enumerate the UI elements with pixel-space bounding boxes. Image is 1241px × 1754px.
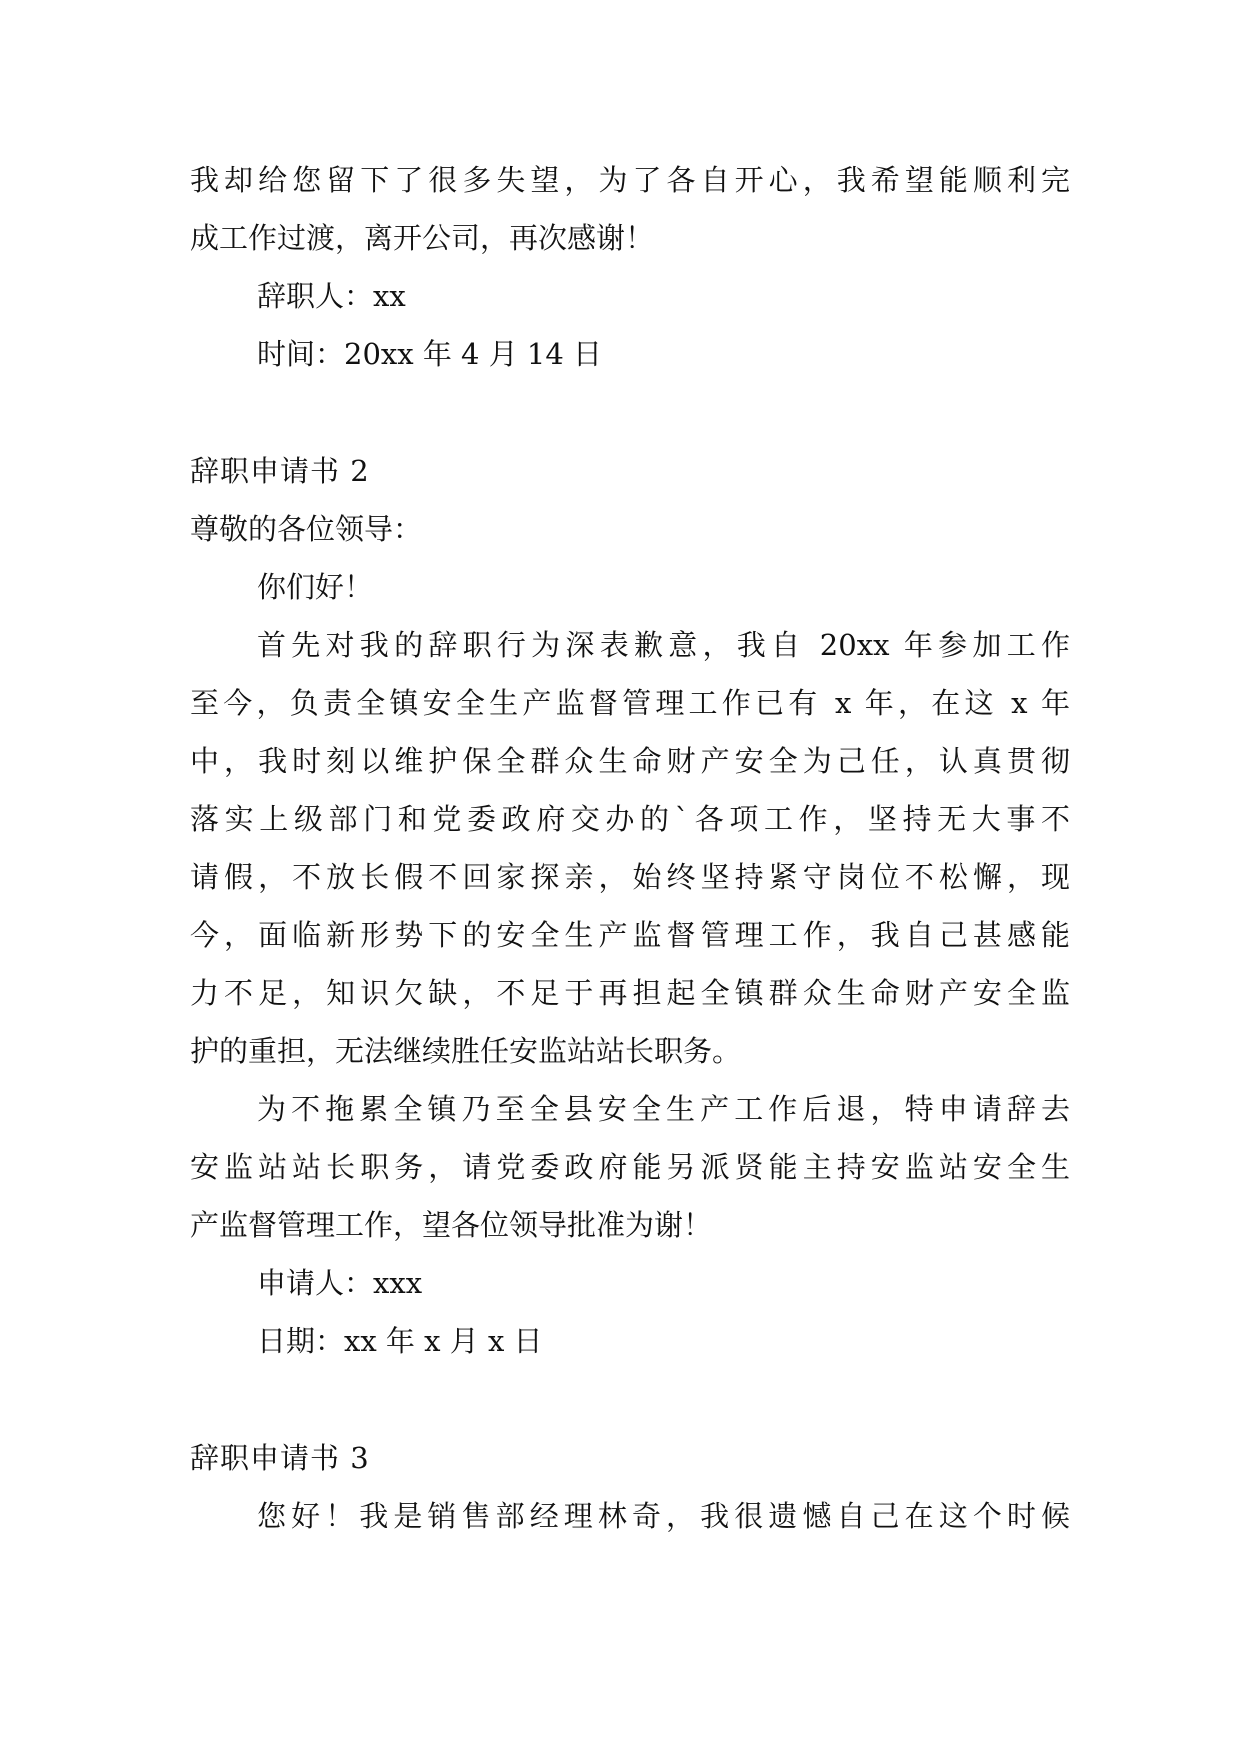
paragraph-line: 为不拖累全镇乃至全县安全生产工作后退，特申请辞去 (257, 1092, 1070, 1126)
paragraph-line: 成工作过渡，离开公司，再次感谢！ (190, 221, 655, 255)
paragraph-line: 至今，负责全镇安全生产监督管理工作已有 x 年，在这 x 年 (190, 686, 1070, 720)
signer-line: 辞职人：xx (257, 279, 406, 313)
paragraph-line: 请假，不放长假不回家探亲，始终坚持紧守岗位不松懈，现 (190, 860, 1070, 894)
paragraph-line: 护的重担，无法继续胜任安监站站长职务。 (190, 1034, 742, 1068)
paragraph-line: 安监站站长职务，请党委政府能另派贤能主持安监站安全生 (190, 1150, 1070, 1184)
section-heading: 辞职申请书 3 (190, 1441, 370, 1475)
paragraph-line: 您好！我是销售部经理林奇，我很遗憾自己在这个时候 (257, 1499, 1070, 1533)
paragraph-line: 中，我时刻以维护保全群众生命财产安全为己任，认真贯彻 (190, 744, 1070, 778)
paragraph-line: 我却给您留下了很多失望，为了各自开心，我希望能顺利完 (190, 163, 1070, 197)
paragraph-line: 今，面临新形势下的安全生产监督管理工作，我自己甚感能 (190, 918, 1070, 952)
signer-line: 申请人：xxx (257, 1266, 423, 1300)
date-line: 时间：20xx 年 4 月 14 日 (257, 337, 603, 371)
salutation: 尊敬的各位领导： (190, 512, 423, 546)
date-line: 日期：xx 年 x 月 x 日 (257, 1324, 543, 1358)
paragraph-line: 产监督管理工作，望各位领导批准为谢！ (190, 1208, 713, 1242)
section-heading: 辞职申请书 2 (190, 454, 370, 488)
paragraph-line: 首先对我的辞职行为深表歉意，我自 20xx 年参加工作 (257, 628, 1070, 662)
paragraph-line: 力不足，知识欠缺，不足于再担起全镇群众生命财产安全监 (190, 976, 1070, 1010)
paragraph-line: 落实上级部门和党委政府交办的`各项工作，坚持无大事不 (190, 802, 1070, 836)
greeting: 你们好！ (257, 570, 374, 604)
